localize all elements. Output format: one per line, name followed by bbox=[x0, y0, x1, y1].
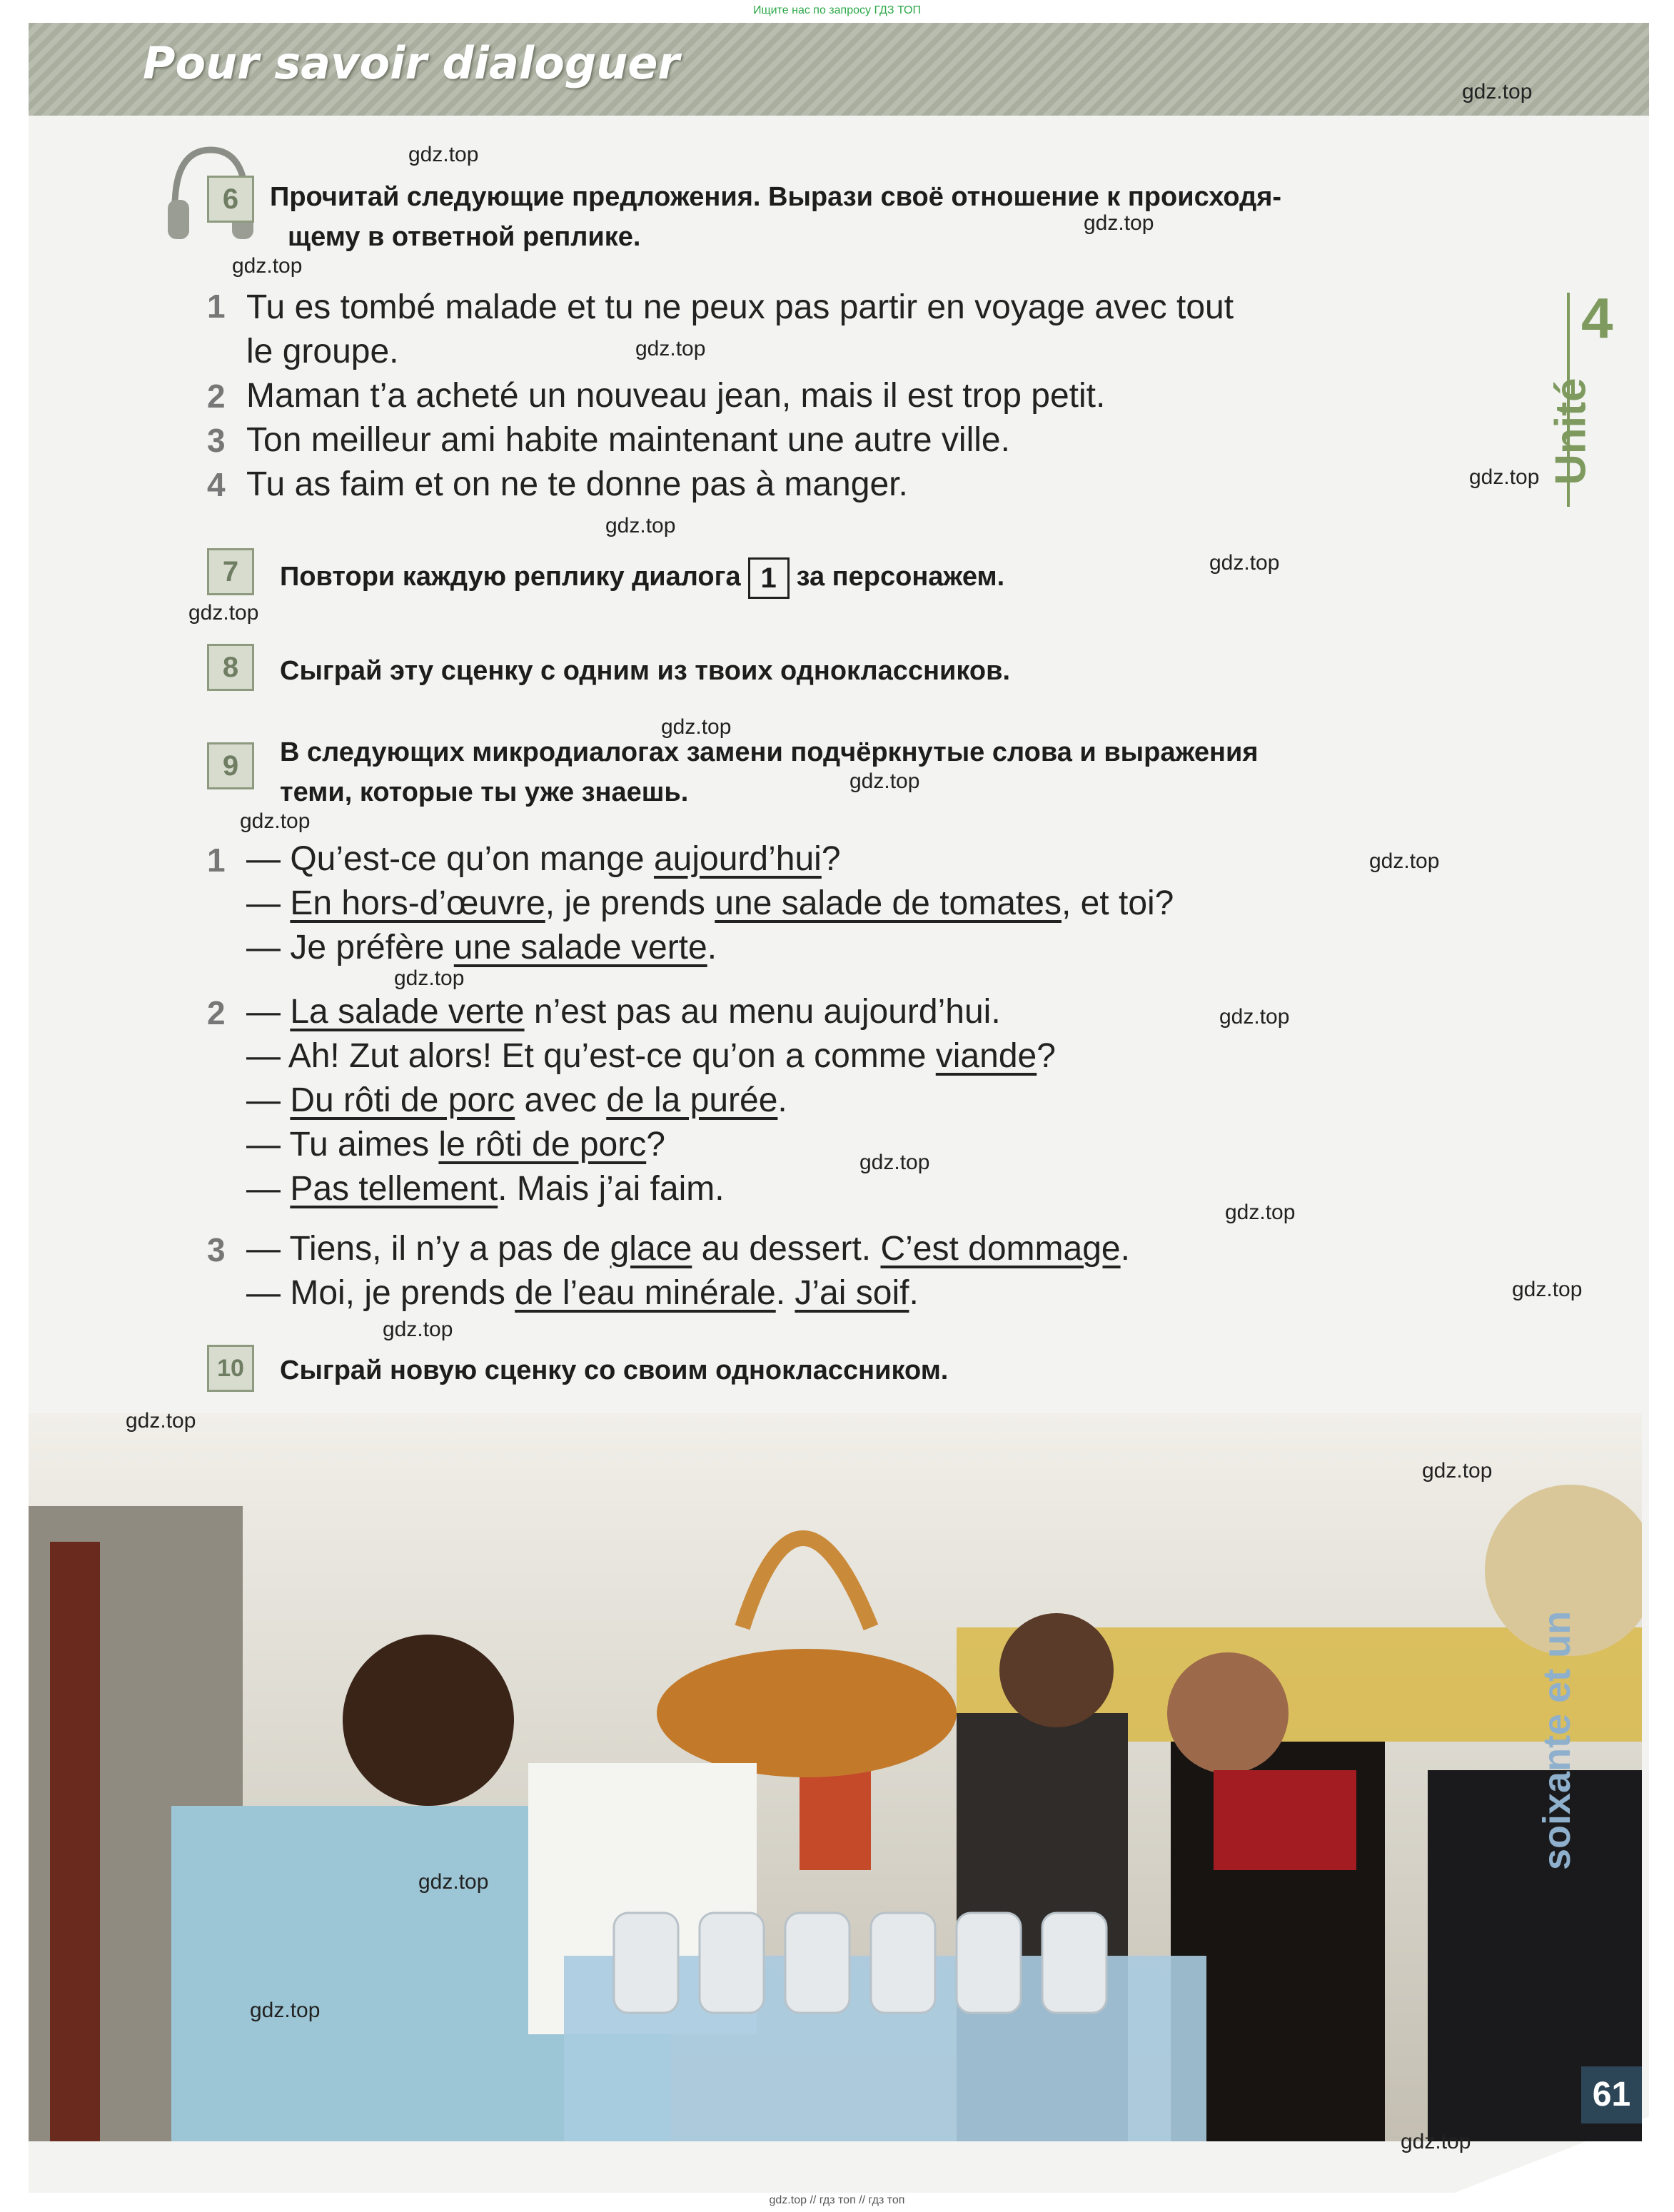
exercise-9-instruction: В следующих микродиалогах замени подчёркнутые слова и выражения теми, которые ты уже знаешь. bbox=[280, 737, 1259, 807]
list-item: Tu as faim et on ne te donne pas à manger. bbox=[246, 465, 908, 503]
exercise-8-number: 8 bbox=[207, 644, 254, 691]
exercise-10-instruction: Сыграй новую сценку со своим одноклассником. bbox=[280, 1355, 949, 1385]
exercise-7-instruction: Повтори каждую реплику диалога 1 за персонажем. bbox=[280, 557, 1004, 599]
watermark: gdz.top bbox=[1209, 551, 1280, 575]
exercise-7-number: 7 bbox=[207, 548, 254, 595]
exercise-6-number: 6 bbox=[207, 176, 254, 223]
watermark: gdz.top bbox=[232, 254, 303, 278]
dialogue-number: 2 bbox=[207, 994, 226, 1031]
unit-tab bbox=[1546, 286, 1645, 514]
list-item: Ton meilleur ami habite maintenant une autre ville. bbox=[246, 421, 1010, 459]
watermark: gdz.top bbox=[1469, 465, 1540, 489]
item-number: 1 bbox=[207, 288, 226, 325]
watermark: gdz.top bbox=[126, 1409, 196, 1433]
watermark: gdz.top bbox=[635, 337, 706, 360]
watermark: gdz.top bbox=[418, 1870, 489, 1894]
page-number: 61 bbox=[1581, 2066, 1642, 2123]
item-number: 3 bbox=[207, 422, 226, 459]
cafeteria-photo bbox=[29, 1413, 1642, 2141]
page-number-words: soixante et un bbox=[1536, 1610, 1578, 1870]
watermark: gdz.top bbox=[1422, 1459, 1493, 1483]
list-item: Maman t’a acheté un nouveau jean, mais il est trop petit. bbox=[246, 377, 1106, 415]
exercise-10-number: 10 bbox=[207, 1345, 254, 1392]
unit-label: Unité bbox=[1546, 378, 1595, 485]
watermark: gdz.top bbox=[1225, 1201, 1296, 1224]
watermark: gdz.top bbox=[1219, 1005, 1290, 1029]
dialogue-line: — Pas tellement. Mais j’ai faim. bbox=[246, 1170, 725, 1208]
exercise-6-instruction: Прочитай следующие предложения. Вырази своё отношение к происходя- щему в ответной реплике. bbox=[270, 182, 1282, 252]
watermark: gdz.top bbox=[859, 1151, 930, 1174]
exercise-9-number: 9 bbox=[207, 742, 254, 789]
unit-number: 4 bbox=[1581, 286, 1613, 350]
exercise-8-instruction: Сыграй эту сценку с одним из твоих одноклассников. bbox=[280, 656, 1011, 686]
dialogue-line: — Ah! Zut alors! Et qu’est-ce qu’on a comme viande? bbox=[246, 1037, 1056, 1075]
page-title: Pour savoir dialoguer bbox=[143, 37, 680, 89]
watermark: gdz.top bbox=[240, 809, 311, 833]
watermark: gdz.top bbox=[1369, 849, 1440, 873]
dialogue-number: 3 bbox=[207, 1231, 226, 1268]
list-item: Tu es tombé malade et tu ne peux pas partir en voyage avec tout le groupe. bbox=[246, 288, 1234, 370]
watermark: gdz.top bbox=[1084, 211, 1154, 235]
watermark: gdz.top bbox=[383, 1318, 453, 1341]
watermark: gdz.top bbox=[188, 601, 259, 625]
watermark: gdz.top bbox=[1512, 1278, 1583, 1301]
watermark: gdz.top bbox=[408, 143, 479, 166]
watermark: gdz.top bbox=[394, 966, 465, 990]
watermark: gdz.top bbox=[250, 1999, 321, 2022]
watermark: gdz.top bbox=[1401, 2130, 1471, 2153]
top-note: Ищите нас по запросу ГДЗ ТОП bbox=[753, 4, 921, 16]
watermark: gdz.top bbox=[849, 769, 920, 793]
dialogue-box-number: 1 bbox=[748, 557, 790, 599]
watermark: gdz.top bbox=[661, 715, 732, 739]
dialogue-line: — En hors-d’œuvre, je prends une salade de tomates, et toi? bbox=[246, 884, 1174, 922]
dialogue-line: — La salade verte n’est pas au menu aujourd’hui. bbox=[246, 993, 1001, 1031]
dialogue-line: — Tiens, il n’y a pas de glace au dessert. C’est dommage. bbox=[246, 1230, 1130, 1268]
dialogue-line: — Qu’est-ce qu’on mange aujourd’hui? bbox=[246, 840, 841, 878]
dialogue-line: — Moi, je prends de l’eau minérale. J’ai soif. bbox=[246, 1274, 919, 1312]
watermark: gdz.top bbox=[1462, 80, 1533, 103]
item-number: 4 bbox=[207, 466, 226, 503]
dialogue-line: — Du rôti de porc avec de la purée. bbox=[246, 1081, 787, 1119]
dialogue-line: — Je préfère une salade verte. bbox=[246, 929, 717, 966]
dialogue-number: 1 bbox=[207, 842, 226, 879]
item-number: 2 bbox=[207, 378, 226, 415]
bottom-note: gdz.top // гдз топ // гдз топ bbox=[769, 2194, 905, 2206]
watermark: gdz.top bbox=[605, 514, 676, 537]
dialogue-line: — Tu aimes le rôti de porc? bbox=[246, 1126, 665, 1163]
